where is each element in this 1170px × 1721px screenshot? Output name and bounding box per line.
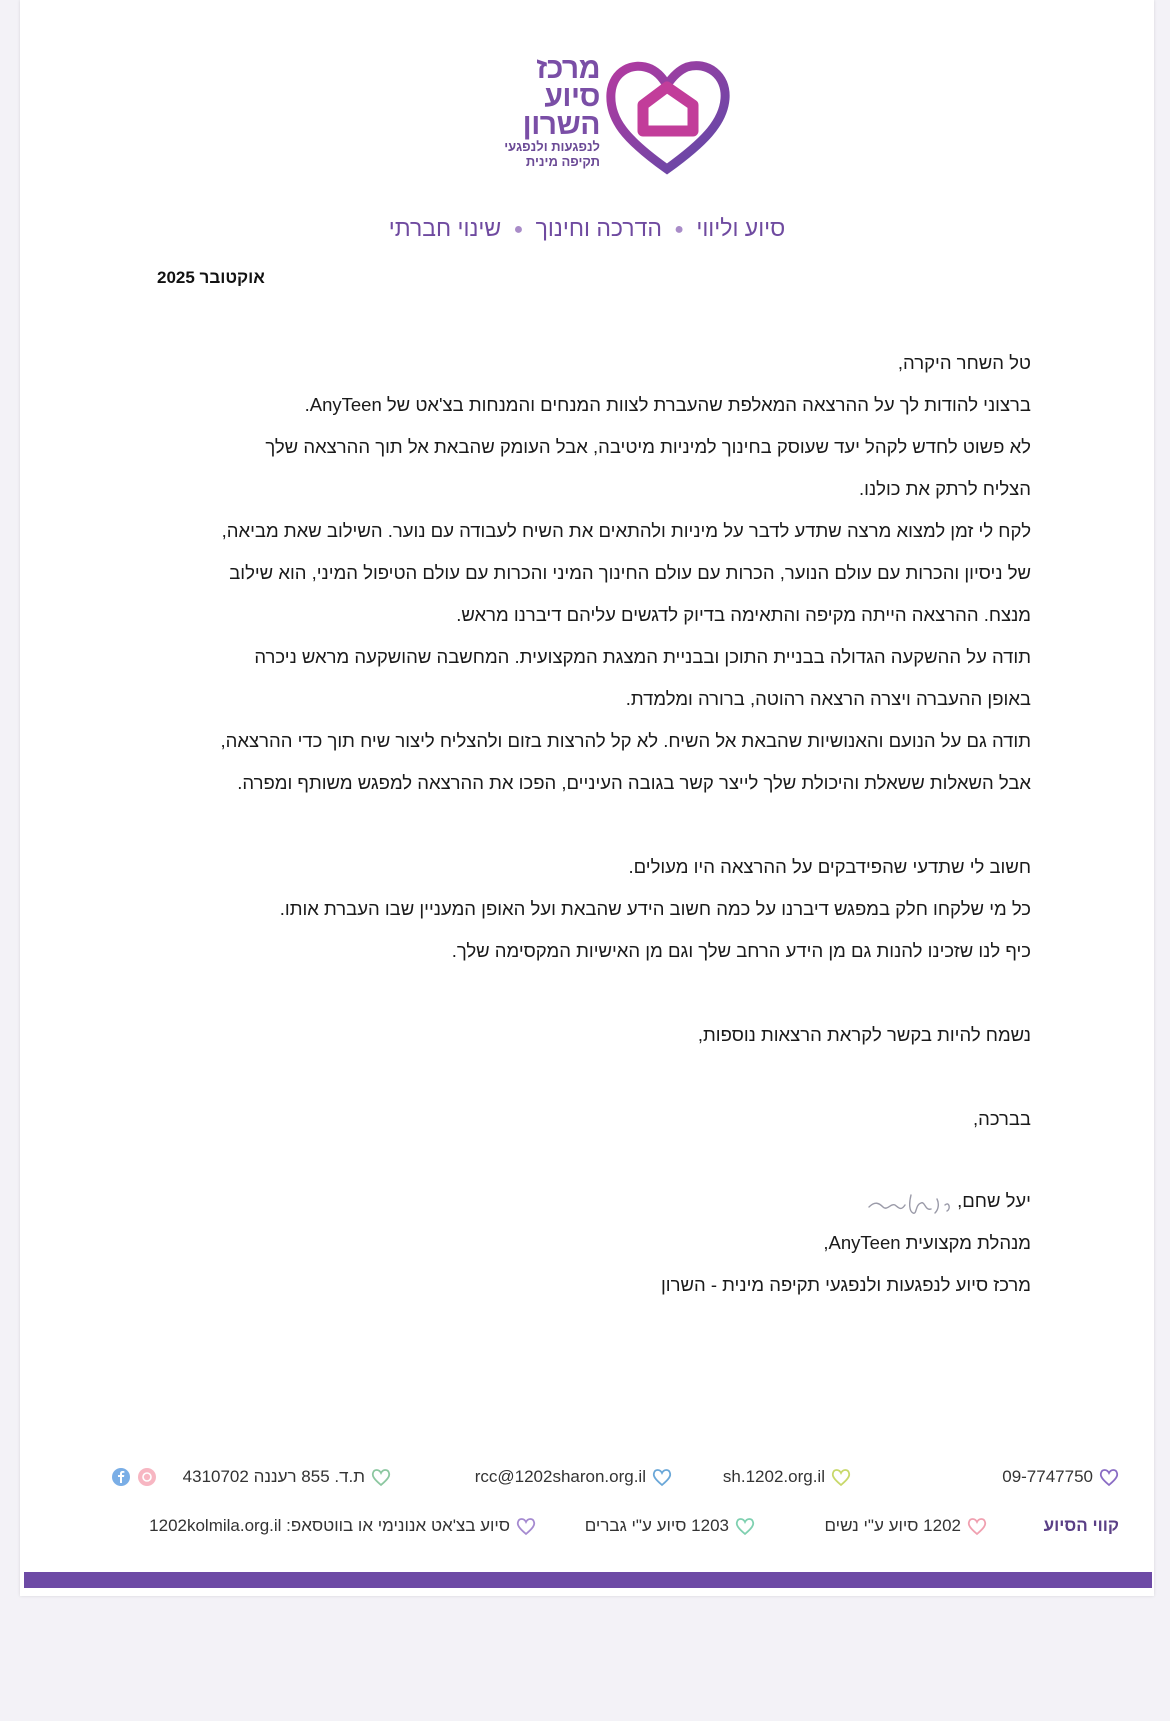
letter-line: ברצוני להודות לך על ההרצאה המאלפת שהעברת לצוות המנחים והמנחות בצ'אט של AnyTeen.	[304, 394, 1031, 415]
letter-line: מנצח. ההרצאה הייתה מקיפה והתאימה בדיוק לדגשים עליהם דיברנו מראש.	[456, 604, 1031, 625]
logo-line-2: סיוע	[544, 80, 600, 113]
tagline	[20, 215, 1154, 242]
footer-email[interactable]	[475, 1467, 672, 1487]
letter-closing-line: נשמח להיות בקשר לקראת הרצאות נוספות,	[697, 1024, 1031, 1045]
footer-website[interactable]	[723, 1467, 851, 1487]
letter-line: כל מי שלקחו חלק במפגש דיברנו על כמה חשוב הידע שהבאת ועל האופן המעניין שבו העברת אותו.	[279, 898, 1031, 919]
letter-line: באופן ההעברה ויצרה הרצאה רהוטה, ברורה ומלמדת.	[625, 688, 1031, 709]
logo-wordmark	[480, 52, 600, 169]
signer-organization: מרכז סיוע לנפגעות ולנפגעי תקיפה מינית - השרון	[660, 1274, 1031, 1295]
signer-name: יעל שחם,	[957, 1190, 1031, 1211]
letter-date: אוקטובר 2025	[157, 268, 265, 287]
instagram-icon[interactable]	[137, 1467, 157, 1487]
letter-line: של ניסיון והכרות עם עולם הנוער, הכרות עם עולם החינוך המיני והכרות עם עולם הטיפול המיני, הוא שילוב	[229, 562, 1031, 583]
tagline-item-education: הדרכה וחינוך	[535, 215, 662, 241]
footer-phone[interactable]	[1002, 1467, 1119, 1487]
email-link: rcc@1202sharon.org.il	[474, 1467, 646, 1486]
letter-line: תודה על ההשקעה הגדולה בבניית התוכן ובבניית המצגת המקצועית. המחשבה שהושקעה מראש ניכרה	[254, 646, 1031, 667]
bullet-dot-icon: ●	[513, 220, 524, 238]
letter-line: חשוב לי שתדעי שהפידבקים על ההרצאה היו מעולים.	[628, 856, 1031, 877]
tagline-item-social-change: שינוי חברתי	[388, 215, 502, 241]
hotline-women[interactable]	[824, 1516, 987, 1536]
heart-house-icon	[605, 59, 730, 177]
logo-sub-1: לנפגעות ולנפגעי	[504, 139, 600, 154]
heart-men-icon	[735, 1516, 755, 1536]
bullet-dot-icon: ●	[674, 220, 684, 238]
letter-page	[20, 0, 1154, 1596]
letter-sign-off: בברכה,	[972, 1108, 1031, 1129]
hotlines-label-text: קווי הסיוע	[1043, 1516, 1119, 1535]
letter-greeting: טל השחר היקרה,	[897, 352, 1031, 373]
logo-line-3: השרון	[522, 108, 600, 141]
hotline-men[interactable]	[585, 1516, 755, 1536]
hotline-men-text: 1203 סיוע ע"י גברים	[584, 1516, 729, 1535]
footer-accent-bar	[24, 1572, 1152, 1588]
hotline-chat-text: סיוע בצ'אט אנונימי או בווטסאפ: 1202kolmila.org.il	[149, 1516, 510, 1535]
footer-address	[183, 1467, 391, 1487]
logo-line-1: מרכז	[536, 52, 600, 85]
signer-title: מנהלת מקצועית AnyTeen,	[823, 1232, 1031, 1253]
hotlines-label	[1044, 1516, 1119, 1536]
letter-line: לא פשוט לחדש לקהל יעד שעוסק בחינוך למיניות מיטיבה, אבל העומק שהבאת אל תוך ההרצאה שלך	[265, 436, 1031, 457]
heart-web-icon	[831, 1467, 851, 1487]
handwritten-signature	[865, 1183, 965, 1219]
heart-email-icon	[652, 1467, 672, 1487]
letter-line: כיף לנו שזכינו להנות גם מן הידע הרחב שלך וגם מן האישיות המקסימה שלך.	[451, 940, 1031, 961]
heart-chat-icon	[516, 1516, 536, 1536]
facebook-icon[interactable]	[111, 1467, 131, 1487]
heart-women-icon	[967, 1516, 987, 1536]
heart-mail-icon	[371, 1467, 391, 1487]
phone-number: 09-7747750	[1002, 1467, 1093, 1486]
letter-line: הצליח לרתק את כולנו.	[859, 478, 1031, 499]
hotline-women-text: 1202 סיוע ע"י נשים	[824, 1516, 961, 1535]
footer-social	[111, 1467, 157, 1487]
organization-logo	[480, 52, 750, 185]
letter-line: לקח לי זמן למצוא מרצה שתדע לדבר על מיניות ולהתאים את השיח לעבודה עם נוער. השילוב שאת מביאה,	[221, 520, 1031, 541]
letter-line: אבל השאלות ששאלת והיכולת שלך לייצר קשר בגובה העיניים, הפכו את ההרצאה למפגש משותף ומפרה.	[237, 772, 1031, 793]
logo-sub-2: תקיפה מינית	[525, 154, 600, 169]
tagline-item-support: סיוע וליווי	[696, 215, 786, 241]
letter-line: תודה גם על הנועם והאנושיות שהבאת אל השיח. לא קל להרצות בזום ולהצליח ליצור שיח תוך כדי ההרצאה,	[220, 730, 1031, 751]
hotline-chat[interactable]	[149, 1516, 536, 1536]
postal-address: ת.ד. 855 רעננה 4310702	[182, 1467, 365, 1486]
heart-phone-icon	[1099, 1467, 1119, 1487]
website-link: sh.1202.org.il	[722, 1467, 825, 1486]
